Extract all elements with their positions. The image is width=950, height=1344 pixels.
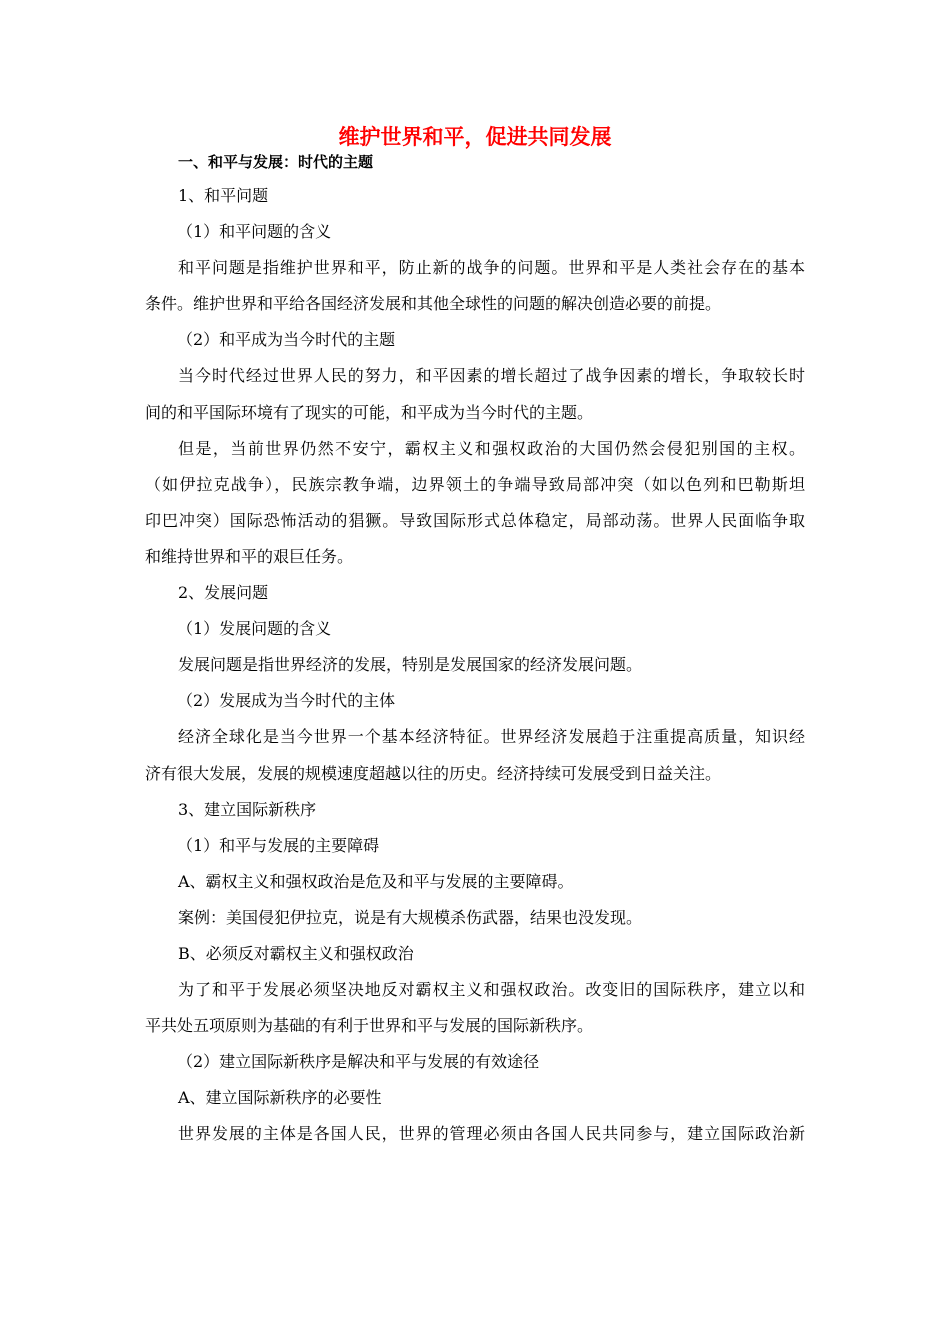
paragraph-line: 为了和平于发展必须坚决地反对霸权主义和强权政治。改变旧的国际秩序，建立以和 — [178, 980, 805, 1000]
paragraph-line: A、霸权主义和强权政治是危及和平与发展的主要障碍。 — [178, 871, 574, 891]
paragraph-line: 间的和平国际环境有了现实的可能，和平成为当今时代的主题。 — [145, 402, 594, 422]
subsection-heading: 1、和平问题 — [178, 186, 269, 205]
paragraph-line: 条件。维护世界和平给各国经济发展和其他全球性的问题的解决创造必要的前提。 — [145, 294, 722, 314]
paragraph-line: 和平问题是指维护世界和平，防止新的战争的问题。世界和平是人类社会存在的基本 — [178, 258, 805, 278]
section-heading: 一、和平与发展：时代的主题 — [178, 153, 374, 171]
paragraph-line: 平共处五项原则为基础的有利于世界和平与发展的国际新秩序。 — [145, 1016, 594, 1036]
document-body — [145, 178, 805, 1153]
paragraph-line: 当今时代经过世界人民的努力，和平因素的增长超过了战争因素的增长，争取较长时 — [178, 366, 805, 386]
paragraph-line: B、必须反对霸权主义和强权政治 — [178, 943, 414, 963]
sub-subsection-heading: （1）和平问题的含义 — [177, 222, 332, 242]
sub-subsection-heading: （2）发展成为当今时代的主体 — [177, 691, 396, 711]
paragraph-line: 经济全球化是当今世界一个基本经济特征。世界经济发展趋于注重提高质量，知识经 — [178, 727, 805, 747]
paragraph-line: 和维持世界和平的艰巨任务。 — [145, 546, 354, 566]
subsection-heading: 3、建立国际新秩序 — [178, 799, 317, 819]
paragraph-line: 济有很大发展，发展的规模速度超越以往的历史。经济持续可发展受到日益关注。 — [145, 763, 722, 783]
paragraph-line: 印巴冲突）国际恐怖活动的猖獗。导致国际形式总体稳定，局部动荡。世界人民面临争取 — [145, 510, 805, 530]
paragraph-line: （如伊拉克战争），民族宗教争端，边界领土的争端导致局部冲突（如以色列和巴勒斯坦 — [145, 474, 805, 494]
sub-subsection-heading: （1）和平与发展的主要障碍 — [177, 835, 380, 855]
sub-subsection-heading: （2）和平成为当今时代的主题 — [177, 330, 396, 350]
paragraph-line: 世界发展的主体是各国人民，世界的管理必须由各国人民共同参与，建立国际政治新 — [178, 1124, 805, 1144]
paragraph-line: A、建立国际新秩序的必要性 — [178, 1088, 382, 1108]
document-title: 维护世界和平，促进共同发展 — [338, 124, 612, 149]
paragraph-line: 案例：美国侵犯伊拉克，说是有大规模杀伤武器，结果也没发现。 — [178, 907, 643, 927]
sub-subsection-heading: （1）发展问题的含义 — [177, 619, 332, 639]
subsection-heading: 2、发展问题 — [178, 583, 269, 603]
paragraph-line: 但是，当前世界仍然不安宁，霸权主义和强权政治的大国仍然会侵犯别国的主权。 — [178, 438, 805, 458]
paragraph-line: 发展问题是指世界经济的发展，特别是发展国家的经济发展问题。 — [178, 655, 643, 675]
sub-subsection-heading: （2）建立国际新秩序是解决和平与发展的有效途径 — [177, 1052, 540, 1072]
